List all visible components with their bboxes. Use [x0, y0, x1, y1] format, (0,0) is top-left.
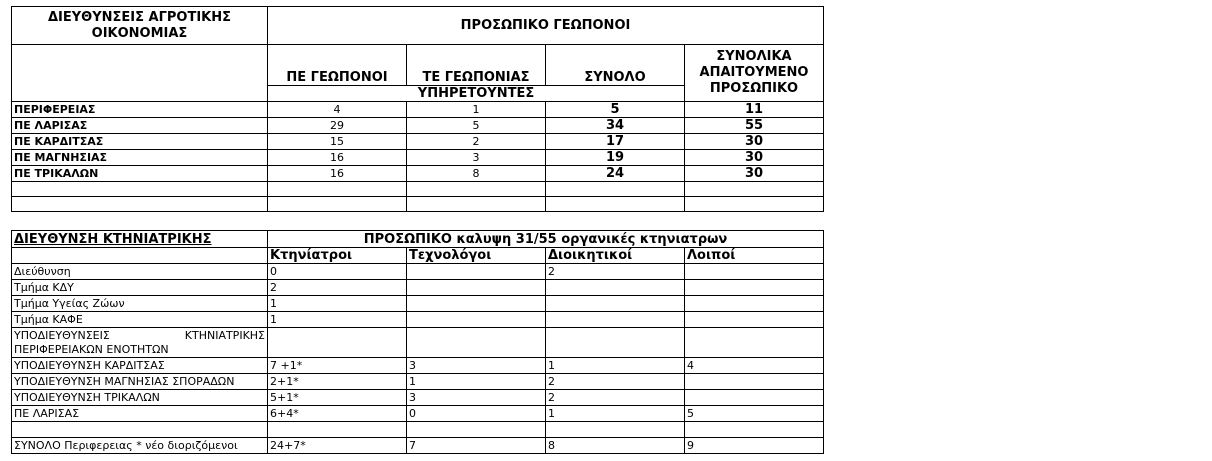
cell-other	[685, 264, 824, 280]
empty-row	[12, 197, 824, 212]
cell-other	[685, 374, 824, 390]
table-row	[12, 358, 824, 374]
row-name: Τμήμα Υγείας Ζώων	[12, 296, 268, 312]
cell-tech: 3	[407, 390, 546, 406]
table-row	[12, 296, 824, 312]
agri-col-total: ΣΥΝΟΛΟ	[546, 45, 685, 86]
empty-row	[12, 182, 824, 197]
cell-vets: 5+1*	[268, 390, 407, 406]
row-name: ΥΠΟΔΙΕΥΘΥΝΣΗ ΜΑΓΝΗΣΙΑΣ ΣΠΟΡΑΔΩΝ	[12, 374, 268, 390]
cell-vets: 2	[268, 280, 407, 296]
total-row-name: ΣΥΝΟΛΟ Περιφερειας * νέο διοριζόμενοι	[12, 438, 268, 454]
cell-admin	[546, 280, 685, 296]
cell-tech: 0	[407, 406, 546, 422]
sub-units-word-b: ΚΤΗΝΙΑΤΡΙΚΗΣ	[184, 328, 265, 342]
vet-staff-title: ΠΡΟΣΩΠΙΚΟ καλυψη 31/55 οργανικές κτηνιατρων	[268, 231, 824, 248]
table-row	[12, 312, 824, 328]
cell-admin: 2	[546, 374, 685, 390]
cell-vets: 0	[268, 264, 407, 280]
row-name: Διεύθυνση	[12, 264, 268, 280]
row-name: ΠΕ ΛΑΡΙΣΑΣ	[12, 406, 268, 422]
table-row	[12, 134, 824, 150]
cell-total: 19	[546, 150, 685, 166]
agri-header-title: ΔΙΕΥΘΥΝΣΕΙΣ ΑΓΡΟΤΙΚΗΣ ΟΙΚΟΝΟΜΙΑΣ	[12, 7, 268, 45]
cell-pe: 4	[268, 102, 407, 118]
cell-admin: 1	[546, 406, 685, 422]
agri-staff-title: ΠΡΟΣΩΠΙΚΟ ΓΕΩΠΟΝΟΙ	[268, 7, 824, 45]
cell-te: 5	[407, 118, 546, 134]
cell-tech: 1	[407, 374, 546, 390]
agri-col-te: ΤΕ ΓΕΩΠΟΝΙΑΣ	[407, 45, 546, 86]
agri-staff-table	[11, 6, 824, 212]
cell-admin	[546, 312, 685, 328]
agri-header-blank	[12, 45, 268, 102]
table-row	[12, 102, 824, 118]
agri-serving-label: ΥΠΗΡΕΤΟΥΝΤΕΣ	[268, 86, 685, 102]
cell-tech	[407, 296, 546, 312]
cell-pe: 15	[268, 134, 407, 150]
row-name: ΠΕ ΚΑΡΔΙΤΣΑΣ	[12, 134, 268, 150]
vet-col-other: Λοιποί	[685, 248, 824, 264]
cell-vets: 7 +1*	[268, 358, 407, 374]
cell-te: 1	[407, 102, 546, 118]
sub-units-label	[12, 328, 268, 358]
cell-other	[685, 390, 824, 406]
row-name: ΠΕ ΛΑΡΙΣΑΣ	[12, 118, 268, 134]
cell-admin: 1	[546, 358, 685, 374]
table-row	[12, 390, 824, 406]
cell-te: 8	[407, 166, 546, 182]
vet-col-vets: Κτηνίατροι	[268, 248, 407, 264]
cell-vets: 2+1*	[268, 374, 407, 390]
cell-tech	[407, 264, 546, 280]
cell-pe: 29	[268, 118, 407, 134]
cell-required: 11	[685, 102, 824, 118]
cell-other	[685, 296, 824, 312]
sub-units-word-a: ΥΠΟΔΙΕΥΘΥΝΣΕΙΣ	[14, 328, 110, 342]
cell-tech	[407, 280, 546, 296]
row-name: ΥΠΟΔΙΕΥΘΥΝΣΗ ΤΡΙΚΑΛΩΝ	[12, 390, 268, 406]
row-name: ΠΕ ΤΡΙΚΑΛΩΝ	[12, 166, 268, 182]
table-row	[12, 374, 824, 390]
row-name: Τμήμα ΚΑΦΕ	[12, 312, 268, 328]
sub-units-line-c: ΠΕΡΙΦΕΡΕΙΑΚΩΝ ΕΝΟΤΗΤΩΝ	[14, 342, 169, 356]
cell-pe: 16	[268, 166, 407, 182]
cell-vets: 1	[268, 296, 407, 312]
row-name: ΥΠΟΔΙΕΥΘΥΝΣΗ ΚΑΡΔΙΤΣΑΣ	[12, 358, 268, 374]
cell-total: 5	[546, 102, 685, 118]
row-name: ΠΕ ΜΑΓΝΗΣΙΑΣ	[12, 150, 268, 166]
cell-te: 3	[407, 150, 546, 166]
vet-staff-table	[11, 230, 824, 454]
cell-total: 17	[546, 134, 685, 150]
agri-col-required: ΣΥΝΟΛΙΚΑ ΑΠΑΙΤΟΥΜΕΝΟ ΠΡΟΣΩΠΙΚΟ	[685, 45, 824, 102]
total-admin: 8	[546, 438, 685, 454]
vet-col-admin: Διοικητικοί	[546, 248, 685, 264]
cell-tech: 3	[407, 358, 546, 374]
total-other: 9	[685, 438, 824, 454]
agri-col-pe: ΠΕ ΓΕΩΠΟΝΟΙ	[268, 45, 407, 86]
vet-header-title: ΔΙΕΥΘΥΝΣΗ ΚΤΗΝΙΑΤΡΙΚΗΣ	[12, 231, 268, 248]
cell-total: 24	[546, 166, 685, 182]
cell-tech	[407, 312, 546, 328]
table-row	[12, 150, 824, 166]
cell-admin: 2	[546, 264, 685, 280]
cell-vets: 1	[268, 312, 407, 328]
cell-admin: 2	[546, 390, 685, 406]
table-row	[12, 264, 824, 280]
table-row	[12, 166, 824, 182]
cell-te: 2	[407, 134, 546, 150]
row-name: Τμήμα ΚΔΥ	[12, 280, 268, 296]
total-tech: 7	[407, 438, 546, 454]
cell-required: 55	[685, 118, 824, 134]
cell-required: 30	[685, 166, 824, 182]
cell-other	[685, 280, 824, 296]
total-row	[12, 438, 824, 454]
cell-total: 34	[546, 118, 685, 134]
table-row	[12, 280, 824, 296]
total-vets: 24+7*	[268, 438, 407, 454]
table-row	[12, 328, 824, 358]
cell-vets: 6+4*	[268, 406, 407, 422]
table-row	[12, 118, 824, 134]
cell-other: 4	[685, 358, 824, 374]
cell-other	[685, 312, 824, 328]
cell-required: 30	[685, 150, 824, 166]
cell-other: 5	[685, 406, 824, 422]
vet-col-tech: Τεχνολόγοι	[407, 248, 546, 264]
vet-header-blank	[12, 248, 268, 264]
cell-pe: 16	[268, 150, 407, 166]
row-name: ΠΕΡΙΦΕΡΕΙΑΣ	[12, 102, 268, 118]
cell-admin	[546, 296, 685, 312]
cell-required: 30	[685, 134, 824, 150]
table-row	[12, 406, 824, 422]
empty-row	[12, 422, 824, 438]
